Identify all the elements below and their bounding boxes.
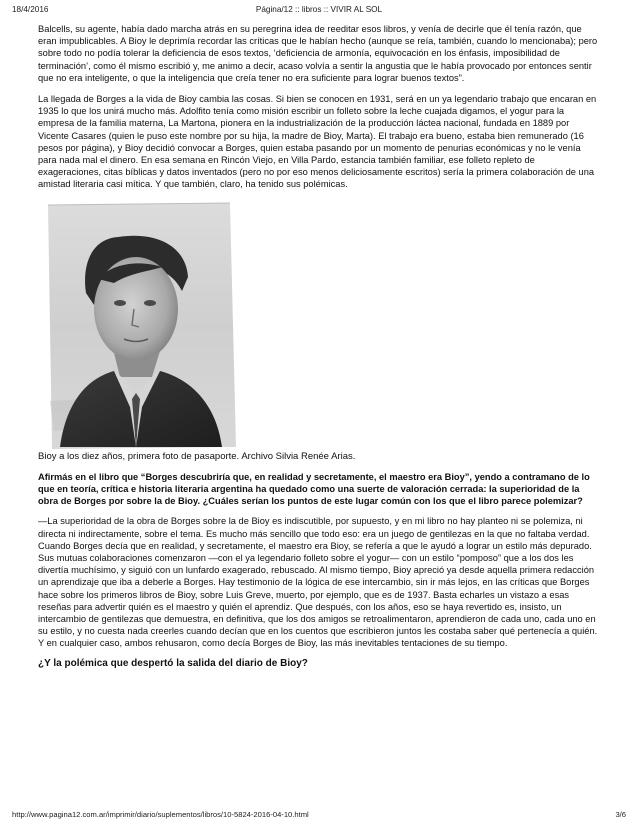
print-header <box>12 5 626 17</box>
page-number: 3/6 <box>615 810 626 819</box>
article-paragraph: La llegada de Borges a la vida de Bioy cambia las cosas. Si bien se conocen en 1931, será en un ya legendario trabajo que encaran en 1935 lo que los unirá mucho más. Adolfito tenía como misión escribir un folleto sobre la leche cuajada digamos, el yogur para la empresa de la familia materna, La Martona, pionera en la industrialización de la producción láctea nacional, fundada en 1889 por Vicente Casares (quien le puso este nombre por su hija, la madre de Bioy, Marta). El trabajo era bueno, estaba bien remunerado (16 pesos por página), y Bioy decidió convocar a Borges, quien estaba pasando por un momento de penurias económicas y no le venía para nada mal el dinero. En esa semana en Rincón Viejo, en Villa Pardo, estancia también familiar, ese folleto repleto de exageraciones, citas bíblicas y datos inventados (pero no por eso menos deliciosamente escritos) sería la primera colaboración de una amistad literaria casi mítica. Y que también, claro, ha tenido sus polémicas. <box>38 94 597 190</box>
print-date: 18/4/2016 <box>12 5 49 14</box>
article-body <box>38 23 598 670</box>
interview-question: ¿Y la polémica que despertó la salida del diario de Bioy? <box>38 657 308 669</box>
portrait-photo <box>40 201 238 451</box>
source-url: http://www.pagina12.com.ar/imprimir/diario/suplementos/libros/10-5824-2016-04-10.html <box>12 810 309 819</box>
print-footer <box>12 810 626 822</box>
photo-caption: Bioy a los diez años, primera foto de pasaporte. Archivo Silvia Renée Arias. <box>38 450 356 462</box>
print-title: Página/12 :: libros :: VIVIR AL SOL <box>255 5 383 14</box>
interview-question: Afirmás en el libro que “Borges descubriría que, en realidad y secretamente, el maestro era Bioy”, yendo a contramano de lo que en teoría, crítica e historia literaria argentina ha quedado como una suerte de valoración cerrada: la superioridad de la obra de Borges por sobre la de Bioy. ¿Cuáles serían los puntos de este lugar común con los que el libro parece polemizar? <box>38 471 590 507</box>
interview-answer: —La superioridad de la obra de Borges sobre la de Bioy es indiscutible, por supuesto, y en mi libro no hay planteo ni se polemiza, ni directa ni indirectamente, sobre el tema. Es mucho más sencillo que todo eso: era un juego de gentilezas en la que no faltaba verdad. Cuando Borges decía que en realidad, y secretamente, el maestro era Bioy, se refería a que le ayudó a lograr un estilo más depurado. Sus mutuas colaboraciones comenzaron —con el ya legendario folleto sobre el yogur— con un estilo “pomposo” que a los dos les divertía muchísimo, y siguió con un lunfardo exagerado, rebuscado. Al mismo tiempo, Bioy apreció ya desde aquella primera redacción un aprendizaje que iba a deberle a Borges. Hay testimonio de la lógica de ese intercambio, sin ir más lejos, en las críticas que Borges hace sobre los primeros libros de Bioy, sobre Luis Greve, muerto, por ejemplo, que es de 1937. Basta echarles un vistazo a esas reseñas para advertir quién es el maestro y quién el aprendiz. Que después, con los años, eso se haya revertido es, insisto, un intercambio de gentilezas que demuestra, en definitiva, que los dos amigos se retroalimentaron, aprendieron de cada uno, cada uno en su estilo, y no cuesta nada creerles cuando decían que en los cuentos que escribieron juntos les costaba saber qué pertenecía a quién. Y en cualquier caso, ambos rehusaron, como decía Borges de Bioy, las más inevitables tentaciones de su tiempo. <box>38 516 598 649</box>
article-paragraph: Balcells, su agente, había dado marcha atrás en su peregrina idea de reeditar esos libros, y venía de decirle que él tenía razón, que eran impublicables. A Bioy le deprimía recordar las críticas que le habían hecho (aunque se reía, también, cuando lo mencionaba); pero sobre todo no podía tolerar la deficiencia de esos textos, ‘deficiencia de armonía, equivocación en los énfasis, imposibilidad de terminación’, como él mismo escribió y, me animo a decir, acaso volvía a sentir la angustia que le había provocado por entonces sentir que no era inteligente, o que la inteligencia que creía tener no era suficiente para lograr buenos textos”. <box>38 24 598 83</box>
